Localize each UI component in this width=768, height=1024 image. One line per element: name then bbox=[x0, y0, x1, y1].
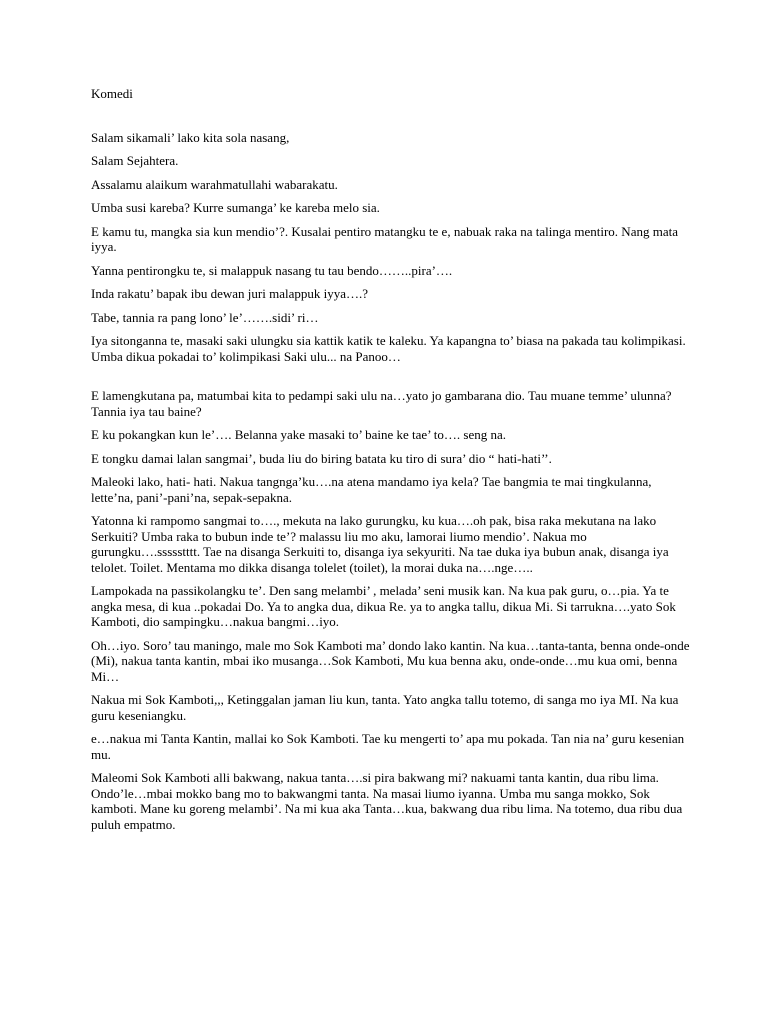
paragraph-greeting-2: Salam Sejahtera. bbox=[91, 153, 179, 168]
paragraph: Lampokada na passikolangku te’. Den sang melambi’ , melada’ seni musik kan. Na kua pak guru, o…pia. Ya te angka mesa, di kua ..pokadai Do. Ya to angka dua, dikua Re. ya to angka tallu, dikua Mi. Si tarrukna….yato Sok Kamboti, dio sampingku…nakua bangmi…iyo. bbox=[91, 583, 676, 629]
paragraph: Maleoki lako, hati- hati. Nakua tangnga’ku….na atena mandamo iya kela? Tae bangmia te mai tingkulanna, lette’na, pani’-pani’na, sepak-sepakna. bbox=[91, 474, 652, 505]
paragraph: E kamu tu, mangka sia kun mendio’?. Kusalai pentiro matangku te e, nabuak raka na talinga mentiro. Nang mata iyya. bbox=[91, 223, 678, 254]
paragraph: E ku pokangkan kun le’…. Belanna yake masaki to’ baine ke tae’ to…. seng na. bbox=[91, 427, 507, 442]
paragraph: Tabe, tannia ra pang lono’ le’…….sidi’ ri… bbox=[91, 309, 319, 325]
paragraph: Nakua mi Sok Kamboti,,, Ketinggalan jaman liu kun, tanta. Yato angka tallu totemo, di sanga mo iya MI. Na kua guru keseniangku. bbox=[91, 692, 679, 723]
paragraph: E tongku damai lalan sangmai’, buda liu do biring batata ku tiro di sura’ dio “ hati-hati’’. bbox=[91, 450, 552, 466]
paragraph: Oh…iyo. Soro’ tau maningo, male mo Sok Kamboti ma’ dondo lako kantin. Na kua…tanta-tanta, benna onde-onde (Mi), nakua tanta kantin, mbai iko musanga…Sok Kamboti, Mu kua benna aku, onde-onde…mu kua omi, benna Mi… bbox=[91, 637, 690, 684]
paragraph: Maleomi Sok Kamboti alli bakwang, nakua tanta….si pira bakwang mi? nakuami tanta kantin, dua ribu lima. Ondo’le…mbai mokko bang mo to bakwangmi tanta. Na masai liumo iyanna. Umba mu sanga mokko, Sok kamboti. Mane ku goreng melambi’. Na mi kua aka Tanta…kua, bakwang dua ribu lima. Na totemo, dua ribu dua puluh empatmo. bbox=[91, 770, 683, 832]
paragraph: Yatonna ki rampomo sangmai to…., mekuta na lako gurungku, ku kua….oh pak, bisa raka mekutana na lako Serkuiti? Umba raka to bubun inde te’? malassu liu mo aku, lamorai liumo mendio’. Nakua mo gurungku….ssssstttt. Tae na disanga Serkuiti to, disanga iya sekyuriti. Na tae duka iya bubun anak, disanga iya telolet. Toilet. Mentama mo dikka disanga tolelet (toilet), la morai duka na….nge….. bbox=[91, 513, 669, 575]
paragraph: Inda rakatu’ bapak ibu dewan juri malappuk iyya….? bbox=[91, 286, 368, 301]
paragraph-greeting-1: Salam sikamali’ lako kita sola nasang, bbox=[91, 129, 290, 145]
paragraph: E lamengkutana pa, matumbai kita to pedampi saki ulu na…yato jo gambarana dio. Tau muane temme’ ulunna? Tannia iya tau baine? bbox=[91, 388, 672, 419]
paragraph: Iya sitonganna te, masaki saki ulungku sia kattik katik te kaleku. Ya kapangna to’ biasa na pakada tau kolimpikasi. Umba dikua pokadai to’ kolimpikasi Saki ulu... na Panoo… bbox=[91, 333, 686, 364]
paragraph: e…nakua mi Tanta Kantin, mallai ko Sok Kamboti. Tae ku mengerti to’ apa mu pokada. Tan nia na’ guru kesenian mu. bbox=[91, 731, 685, 762]
paragraph: Yanna pentirongku te, si malappuk nasang tu tau bendo……..pira’…. bbox=[91, 262, 453, 278]
document-page bbox=[91, 86, 691, 840]
paragraph: Umba susi kareba? Kurre sumanga’ ke kareba melo sia. bbox=[91, 200, 380, 215]
document-title: Komedi bbox=[91, 86, 133, 101]
paragraph-greeting-3: Assalamu alaikum warahmatullahi wabarakatu. bbox=[91, 176, 338, 192]
